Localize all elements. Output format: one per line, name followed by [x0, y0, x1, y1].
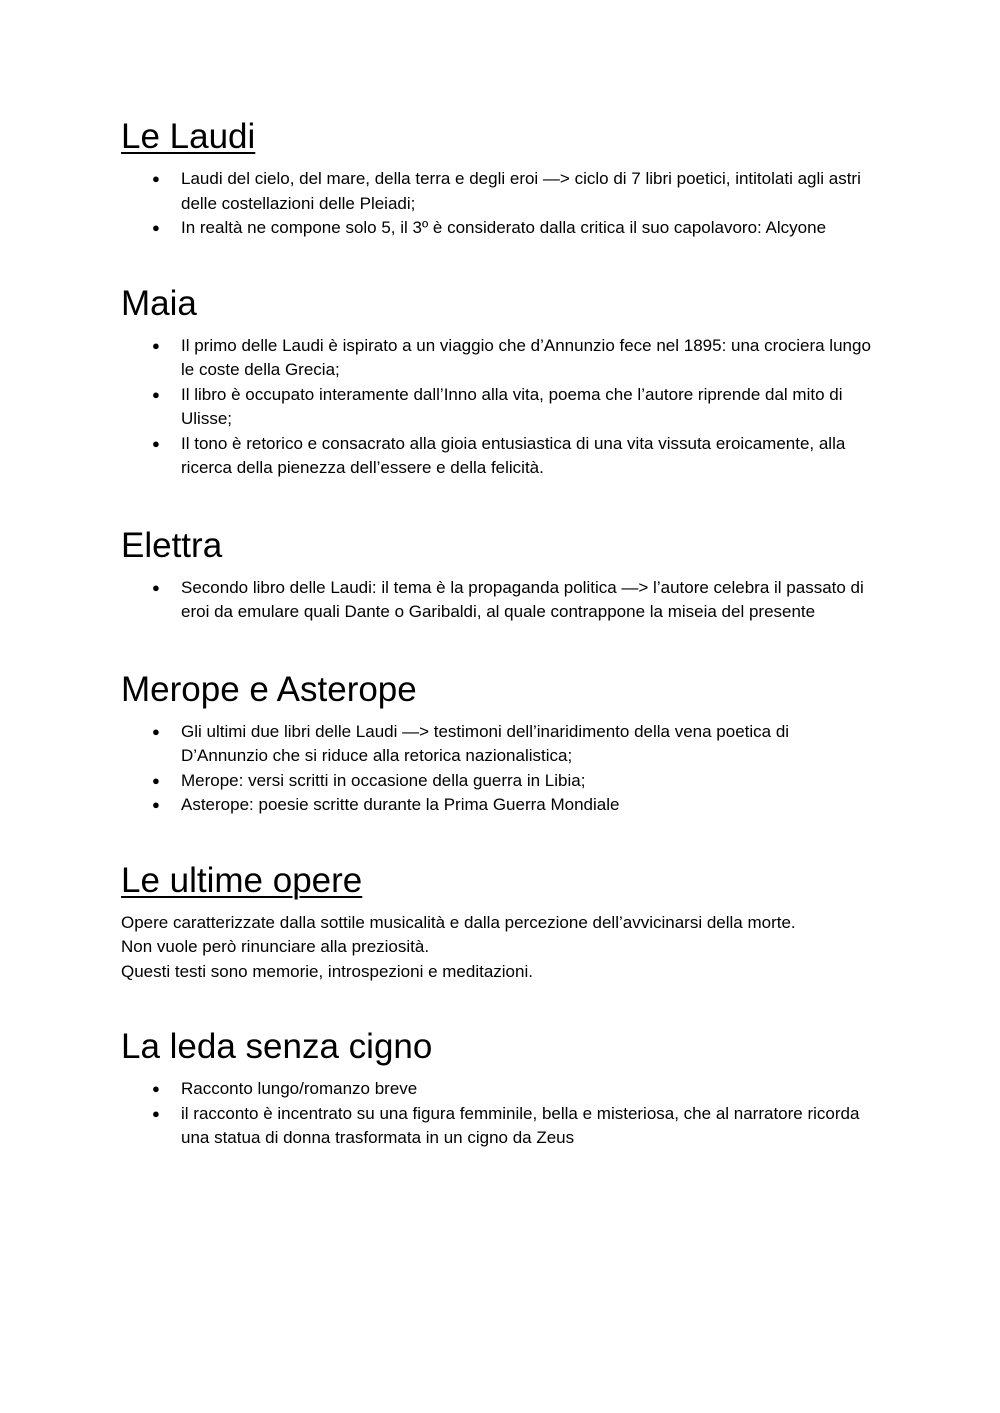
bullet-icon: ●: [152, 723, 160, 739]
bullet-list: [121, 1077, 875, 1151]
bullet-icon: ●: [152, 171, 160, 186]
section-merope-e-asterope: [121, 668, 875, 818]
bullet-icon: ●: [152, 386, 160, 402]
list-item-text: Il primo delle Laudi è ispirato a un viaggio che d’Annunzio fece nel 1895: una crociera lungo le coste della Grecia;: [181, 335, 871, 379]
list-item-text: Merope: versi scritti in occasione della guerra in Libia;: [181, 770, 586, 790]
list-item-text: Racconto lungo/romanzo breve: [181, 1079, 418, 1098]
bullet-icon: ●: [152, 337, 160, 353]
list-item-text: il racconto è incentrato su una figura femminile, bella e misteriosa, che al narratore ricorda una statua di donna trasformata in un cigno da Zeus: [181, 1103, 860, 1147]
list-item: [152, 576, 875, 625]
list-item: [152, 793, 875, 818]
section-maia: [121, 282, 875, 481]
section-heading: Elettra: [121, 525, 223, 565]
list-item-text: Asterope: poesie scritte durante la Prima Guerra Mondiale: [181, 795, 620, 814]
section-le-ultime-opere: [121, 859, 875, 985]
list-item-text: Gli ultimi due libri delle Laudi —> testimoni dell’inaridimento della vena poetica di D’Annunzio che si riduce alla retorica nazionalistica;: [181, 721, 790, 765]
list-item: [152, 167, 875, 216]
bullet-list: [121, 334, 875, 481]
bullet-list: [121, 576, 875, 625]
bullet-icon: ●: [152, 1105, 160, 1121]
bullet-icon: ●: [152, 220, 160, 235]
bullet-list: [121, 720, 875, 818]
section-le-laudi: [121, 115, 875, 241]
bullet-icon: ●: [152, 579, 160, 595]
list-item-text: In realtà ne compone solo 5, il 3º è considerato dalla critica il suo capolavoro: Alcyone: [181, 218, 827, 237]
list-item-text: Il libro è occupato interamente dall’Inno alla vita, poema che l’autore riprende dal mito di Ulisse;: [181, 384, 843, 428]
section-heading: Le Laudi: [121, 117, 256, 156]
list-item: [152, 334, 875, 383]
list-item-text: Il tono è retorico e consacrato alla gioia entusiastica di una vita vissuta eroicamente, alla ricerca della pienezza dell’essere e della felicità.: [181, 433, 846, 477]
section-la-leda-senza-cigno: [121, 1025, 875, 1151]
bullet-icon: ●: [152, 1081, 160, 1096]
bullet-icon: ●: [152, 772, 160, 788]
list-item: [152, 383, 875, 432]
section-elettra: [121, 524, 875, 625]
list-item: [152, 1102, 875, 1151]
section-heading: Merope e Asterope: [121, 669, 417, 709]
section-heading: Maia: [121, 283, 197, 323]
list-item: [152, 1077, 875, 1102]
section-heading: Le ultime opere: [121, 860, 363, 900]
section-heading: La leda senza cigno: [121, 1027, 433, 1066]
list-item: [152, 769, 875, 794]
list-item-text: Laudi del cielo, del mare, della terra e degli eroi —> ciclo di 7 libri poetici, intitolati agli astri delle costellazioni delle Pleiadi;: [181, 169, 861, 213]
list-item-text: Secondo libro delle Laudi: il tema è la propaganda politica —> l’autore celebra il passato di eroi da emulare quali Dante o Garibaldi, al quale contrappone la miseia del presente: [181, 577, 864, 621]
list-item: [152, 216, 875, 241]
paragraph: Questi testi sono memorie, introspezioni e meditazioni.: [121, 961, 533, 981]
bullet-list: [121, 167, 875, 241]
list-item: [152, 720, 875, 769]
list-item: [152, 432, 875, 481]
bullet-icon: ●: [152, 797, 160, 812]
bullet-icon: ●: [152, 435, 160, 451]
paragraph-block: [121, 911, 875, 985]
paragraph: Opere caratterizzate dalla sottile musicalità e dalla percezione dell’avvicinarsi della morte.: [121, 912, 796, 932]
paragraph: Non vuole però rinunciare alla preziosità.: [121, 937, 430, 956]
